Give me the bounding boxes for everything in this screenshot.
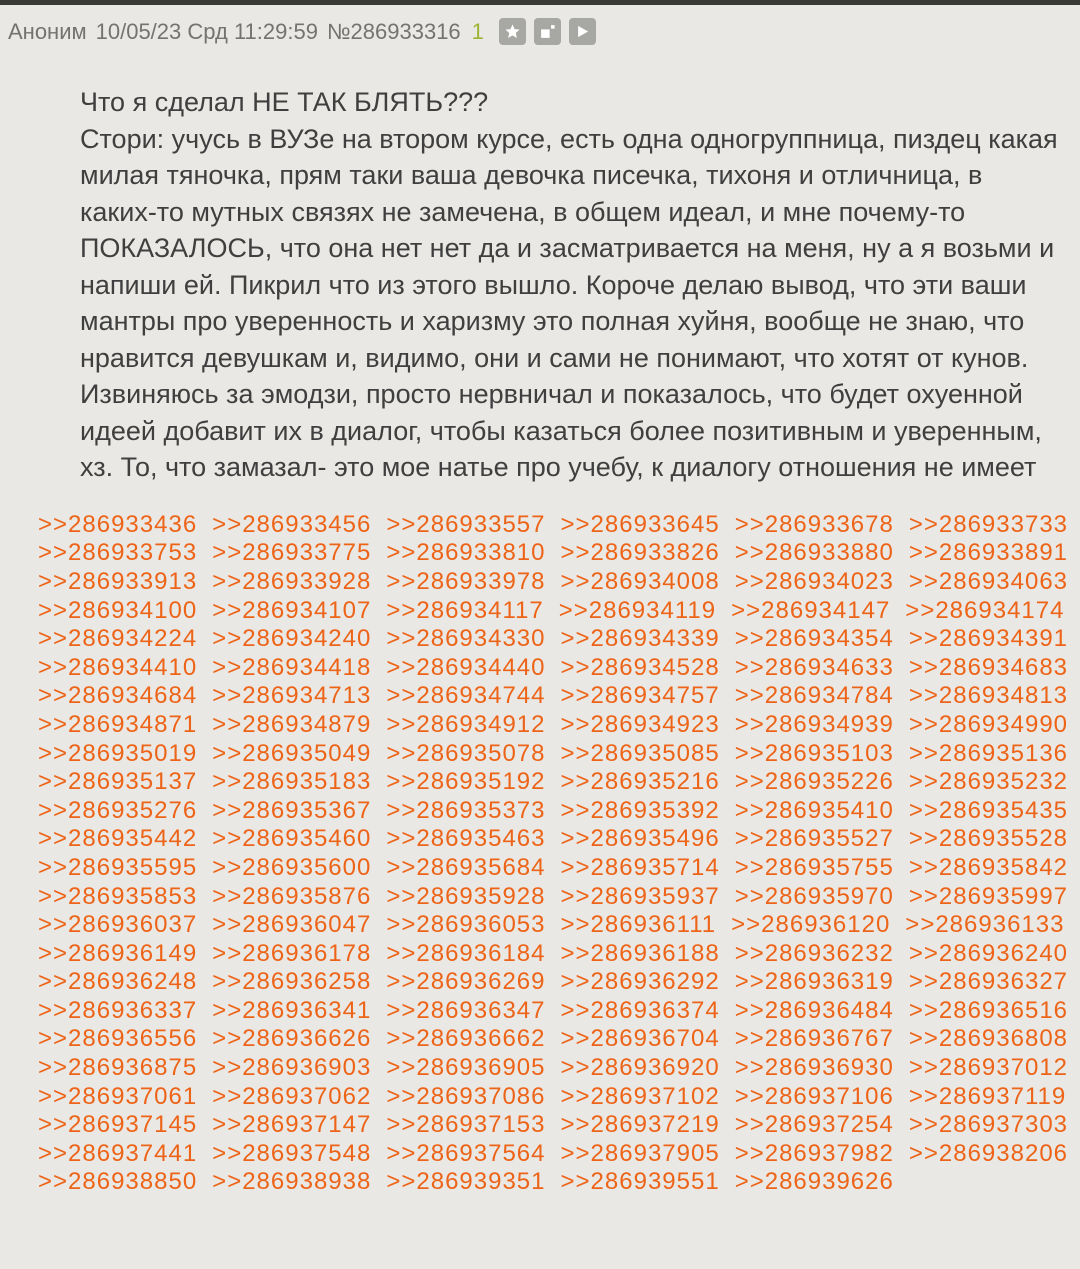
reply-link[interactable]: >>286935842 bbox=[908, 853, 1069, 881]
reply-row bbox=[38, 1140, 1070, 1169]
reply-link[interactable]: >>286933436 bbox=[38, 510, 198, 538]
reply-link[interactable]: >>286935049 bbox=[212, 739, 372, 767]
reply-link[interactable]: >>286936319 bbox=[734, 968, 894, 996]
reply-link[interactable]: >>286937153 bbox=[386, 1111, 546, 1139]
reply-link[interactable]: >>286933826 bbox=[560, 539, 720, 567]
reply-link[interactable]: >>286934939 bbox=[734, 710, 894, 738]
reply-link[interactable]: >>286934354 bbox=[734, 625, 894, 653]
reply-link[interactable]: >>286935460 bbox=[212, 825, 372, 853]
reply-link[interactable]: >>286934063 bbox=[908, 567, 1069, 595]
reply-link[interactable]: >>286937147 bbox=[212, 1111, 372, 1139]
reply-link[interactable]: >>286935183 bbox=[212, 768, 372, 796]
reply-link[interactable]: >>286935392 bbox=[560, 796, 720, 824]
reply-link[interactable]: >>286935137 bbox=[38, 768, 198, 796]
reply-link[interactable]: >>286934440 bbox=[386, 653, 546, 681]
reply-row bbox=[38, 1082, 1070, 1111]
post-header bbox=[0, 5, 1080, 45]
reply-link[interactable]: >>286933810 bbox=[386, 539, 546, 567]
reply-row bbox=[38, 1111, 1070, 1140]
reply-link[interactable]: >>286936258 bbox=[212, 968, 372, 996]
reply-link[interactable]: >>286937254 bbox=[734, 1111, 894, 1139]
reply-row bbox=[38, 568, 1070, 597]
reply-link[interactable]: >>286936053 bbox=[386, 911, 546, 939]
reply-link[interactable]: >>286934147 bbox=[731, 596, 891, 624]
reply-row bbox=[38, 596, 1070, 625]
reply-link[interactable]: >>286936930 bbox=[734, 1054, 894, 1082]
reply-link[interactable]: >>286936484 bbox=[734, 996, 894, 1024]
reply-link[interactable]: >>286939551 bbox=[560, 1168, 720, 1196]
reply-row bbox=[38, 796, 1070, 825]
reply-link[interactable]: >>286934023 bbox=[734, 567, 894, 595]
reply-link[interactable]: >>286937548 bbox=[212, 1139, 372, 1167]
reply-link[interactable]: >>286937982 bbox=[734, 1139, 894, 1167]
reply-link[interactable]: >>286936047 bbox=[212, 911, 372, 939]
reply-link[interactable]: >>286934684 bbox=[38, 682, 198, 710]
reply-link[interactable]: >>286933645 bbox=[560, 510, 720, 538]
reply-link[interactable]: >>286933557 bbox=[386, 510, 546, 538]
collapse-image-icon bbox=[539, 23, 556, 40]
poster-name: Аноним bbox=[8, 18, 87, 44]
reply-row bbox=[38, 968, 1070, 997]
reply-row bbox=[38, 911, 1070, 940]
reply-link[interactable]: >>286934744 bbox=[386, 682, 546, 710]
reply-link[interactable]: >>286934224 bbox=[38, 625, 198, 653]
reply-link[interactable]: >>286933753 bbox=[38, 539, 198, 567]
reply-link[interactable]: >>286937061 bbox=[38, 1082, 198, 1110]
reply-row bbox=[38, 625, 1070, 654]
reply-link[interactable]: >>286933880 bbox=[734, 539, 894, 567]
reply-link[interactable]: >>286935853 bbox=[38, 882, 198, 910]
reply-link[interactable]: >>286936374 bbox=[560, 996, 720, 1024]
reply-link[interactable]: >>286936337 bbox=[38, 996, 198, 1024]
reply-link[interactable]: >>286935527 bbox=[734, 825, 894, 853]
reply-link[interactable]: >>286934757 bbox=[560, 682, 720, 710]
reply-link[interactable]: >>286935085 bbox=[560, 739, 720, 767]
reply-link[interactable]: >>286937119 bbox=[908, 1082, 1067, 1110]
reply-link[interactable]: >>286937012 bbox=[908, 1054, 1069, 1082]
reply-link[interactable]: >>286934117 bbox=[386, 596, 544, 624]
reply-link[interactable]: >>286934528 bbox=[560, 653, 720, 681]
reply-link[interactable]: >>286936704 bbox=[560, 1025, 720, 1053]
reply-link[interactable]: >>286936037 bbox=[38, 911, 198, 939]
reply-link[interactable]: >>286936903 bbox=[212, 1054, 372, 1082]
reply-link[interactable]: >>286935595 bbox=[38, 853, 198, 881]
reply-link[interactable]: >>286937441 bbox=[38, 1139, 198, 1167]
reply-link[interactable]: >>286934633 bbox=[734, 653, 894, 681]
reply-link[interactable]: >>286937102 bbox=[560, 1082, 720, 1110]
play-button[interactable] bbox=[569, 18, 596, 45]
reply-link[interactable]: >>286937106 bbox=[734, 1082, 894, 1110]
reply-row bbox=[38, 825, 1070, 854]
reply-link[interactable]: >>286935078 bbox=[386, 739, 546, 767]
reply-link[interactable]: >>286934107 bbox=[212, 596, 372, 624]
reply-link[interactable]: >>286934174 bbox=[905, 596, 1065, 624]
reply-link[interactable]: >>286935373 bbox=[386, 796, 546, 824]
reply-link[interactable]: >>286935367 bbox=[212, 796, 372, 824]
reply-row bbox=[38, 882, 1070, 911]
reply-link[interactable]: >>286936767 bbox=[734, 1025, 894, 1053]
reply-links bbox=[38, 511, 1070, 1197]
reply-link[interactable]: >>286935410 bbox=[734, 796, 894, 824]
collapse-image-button[interactable] bbox=[534, 18, 561, 45]
reply-link[interactable]: >>286935970 bbox=[734, 882, 894, 910]
reply-link[interactable]: >>286935226 bbox=[734, 768, 894, 796]
reply-row bbox=[38, 1025, 1070, 1054]
reply-link[interactable]: >>286935442 bbox=[38, 825, 198, 853]
reply-link[interactable]: >>286936341 bbox=[212, 996, 372, 1024]
reply-link[interactable]: >>286935600 bbox=[212, 853, 372, 881]
reply-link[interactable]: >>286934330 bbox=[386, 625, 546, 653]
reply-link[interactable]: >>286935684 bbox=[386, 853, 546, 881]
reply-link[interactable]: >>286934683 bbox=[908, 653, 1069, 681]
reply-link[interactable]: >>286936269 bbox=[386, 968, 546, 996]
reply-link[interactable]: >>286936178 bbox=[212, 939, 372, 967]
reply-link[interactable]: >>286935714 bbox=[560, 853, 720, 881]
reply-link[interactable]: >>286938850 bbox=[38, 1168, 198, 1196]
post-body bbox=[80, 84, 1066, 486]
reply-link[interactable]: >>286936111 bbox=[560, 911, 717, 939]
reply-link[interactable]: >>286934990 bbox=[908, 710, 1069, 738]
reply-link[interactable]: >>286936232 bbox=[734, 939, 894, 967]
reply-link[interactable]: >>286934418 bbox=[212, 653, 372, 681]
reply-row bbox=[38, 1168, 1070, 1197]
reply-link[interactable]: >>286933891 bbox=[908, 539, 1069, 567]
reply-link[interactable]: >>286937905 bbox=[560, 1139, 720, 1167]
reply-link[interactable]: >>286934119 bbox=[558, 596, 717, 624]
reply-link[interactable]: >>286934391 bbox=[908, 625, 1069, 653]
reply-link[interactable]: >>286936662 bbox=[386, 1025, 546, 1053]
reply-link[interactable]: >>286935192 bbox=[386, 768, 546, 796]
reply-link[interactable]: >>286934923 bbox=[560, 710, 720, 738]
reply-row bbox=[38, 939, 1070, 968]
reply-link[interactable]: >>286936905 bbox=[386, 1054, 546, 1082]
post-toolbar bbox=[499, 18, 596, 45]
reply-link[interactable]: >>286933733 bbox=[908, 510, 1069, 538]
reply-link[interactable]: >>286936556 bbox=[38, 1025, 198, 1053]
reply-link[interactable]: >>286934871 bbox=[38, 710, 198, 738]
reply-link[interactable]: >>286937145 bbox=[38, 1111, 198, 1139]
post-ordinal: 1 bbox=[471, 18, 484, 44]
reply-link[interactable]: >>286933775 bbox=[212, 539, 372, 567]
reply-link[interactable]: >>286936347 bbox=[386, 996, 546, 1024]
reply-link[interactable]: >>286939626 bbox=[734, 1168, 894, 1196]
reply-link[interactable]: >>286936626 bbox=[212, 1025, 372, 1053]
reply-link[interactable]: >>286936808 bbox=[908, 1025, 1069, 1053]
star-icon bbox=[504, 23, 521, 40]
reply-link[interactable]: >>286937086 bbox=[386, 1082, 546, 1110]
reply-link[interactable]: >>286935928 bbox=[386, 882, 546, 910]
reply-link[interactable]: >>286938206 bbox=[908, 1139, 1069, 1167]
reply-link[interactable]: >>286935496 bbox=[560, 825, 720, 853]
reply-link[interactable]: >>286933913 bbox=[38, 567, 198, 595]
reply-link[interactable]: >>286934713 bbox=[212, 682, 372, 710]
reply-row bbox=[38, 511, 1070, 540]
reply-link[interactable]: >>286935463 bbox=[386, 825, 546, 853]
favorite-button[interactable] bbox=[499, 18, 526, 45]
reply-link[interactable]: >>286936920 bbox=[560, 1054, 720, 1082]
reply-link[interactable]: >>286936133 bbox=[905, 911, 1065, 939]
reply-link[interactable]: >>286933928 bbox=[212, 567, 372, 595]
reply-link[interactable]: >>286935276 bbox=[38, 796, 198, 824]
reply-link[interactable]: >>286934339 bbox=[560, 625, 720, 653]
reply-link[interactable]: >>286933456 bbox=[212, 510, 372, 538]
reply-link[interactable]: >>286938938 bbox=[212, 1168, 372, 1196]
reply-row bbox=[38, 653, 1070, 682]
reply-row bbox=[38, 682, 1070, 711]
reply-link[interactable]: >>286935435 bbox=[908, 796, 1069, 824]
reply-link[interactable]: >>286935019 bbox=[38, 739, 198, 767]
reply-row bbox=[38, 854, 1070, 883]
reply-row bbox=[38, 739, 1070, 768]
post-body-text: Стори: учусь в ВУЗе на втором курсе, есть одна одногруппница, пиздец какая милая тяночка, прям таки ваша девочка писечка, тихоня и отличница, в каких-то мутных связях не замечена, в общем идеал, и мне почему-то ПОКАЗАЛОСЬ, что она нет нет да и засматривается на меня, ну а я возьми и напиши ей. Пикрил что из этого вышло. Короче делаю вывод, что эти ваши мантры про уверенность и харизму это полная хуйня, вообще не знаю, что нравится девушкам и, видимо, они и сами не понимают, что хотят от кунов. Извиняюсь за эмодзи, просто нервничал и показалось, что будет охуенной идеей добавит их в диалог, чтобы казаться более позитивным и уверенным, хз. То, что замазал- это мое натье про учебу, к диалогу отношения не имеет bbox=[80, 123, 1058, 482]
reply-link[interactable]: >>286936188 bbox=[560, 939, 720, 967]
reply-link[interactable]: >>286939351 bbox=[386, 1168, 546, 1196]
reply-link[interactable]: >>286936120 bbox=[731, 911, 891, 939]
reply-link[interactable]: >>286937062 bbox=[212, 1082, 372, 1110]
reply-row bbox=[38, 711, 1070, 740]
reply-link[interactable]: >>286933678 bbox=[734, 510, 894, 538]
reply-link[interactable]: >>286934240 bbox=[212, 625, 372, 653]
post-body-line: Что я сделал НЕ ТАК БЛЯТЬ??? bbox=[80, 87, 489, 117]
reply-link[interactable]: >>286935876 bbox=[212, 882, 372, 910]
reply-link[interactable]: >>286936248 bbox=[38, 968, 198, 996]
reply-row bbox=[38, 1054, 1070, 1083]
reply-link[interactable]: >>286934410 bbox=[38, 653, 198, 681]
reply-link[interactable]: >>286936327 bbox=[908, 968, 1069, 996]
reply-link[interactable]: >>286936149 bbox=[38, 939, 198, 967]
play-icon bbox=[575, 24, 590, 39]
reply-link[interactable]: >>286935755 bbox=[734, 853, 894, 881]
reply-link[interactable]: >>286936184 bbox=[386, 939, 546, 967]
reply-link[interactable]: >>286934008 bbox=[560, 567, 720, 595]
reply-link[interactable]: >>286934813 bbox=[908, 682, 1069, 710]
reply-link[interactable]: >>286936516 bbox=[908, 996, 1069, 1024]
reply-row bbox=[38, 539, 1070, 568]
reply-link[interactable]: >>286934879 bbox=[212, 710, 372, 738]
reply-link[interactable]: >>286936292 bbox=[560, 968, 720, 996]
reply-link[interactable]: >>286936875 bbox=[38, 1054, 198, 1082]
post-number[interactable]: №286933316 bbox=[326, 18, 461, 44]
reply-link[interactable]: >>286934912 bbox=[386, 710, 546, 738]
reply-link[interactable]: >>286935997 bbox=[908, 882, 1069, 910]
reply-link[interactable]: >>286935232 bbox=[908, 768, 1069, 796]
reply-link[interactable]: >>286935528 bbox=[908, 825, 1069, 853]
reply-link[interactable]: >>286937219 bbox=[560, 1111, 720, 1139]
reply-link[interactable]: >>286934100 bbox=[38, 596, 198, 624]
reply-link[interactable]: >>286937564 bbox=[386, 1139, 546, 1167]
reply-row bbox=[38, 768, 1070, 797]
post-datetime: 10/05/23 Срд 11:29:59 bbox=[95, 18, 318, 44]
reply-link[interactable]: >>286935136 bbox=[908, 739, 1069, 767]
reply-link[interactable]: >>286936240 bbox=[908, 939, 1069, 967]
reply-link[interactable]: >>286934784 bbox=[734, 682, 894, 710]
reply-row bbox=[38, 997, 1070, 1026]
reply-link[interactable]: >>286935937 bbox=[560, 882, 720, 910]
reply-link[interactable]: >>286935216 bbox=[560, 768, 720, 796]
reply-link[interactable]: >>286933978 bbox=[386, 567, 546, 595]
reply-link[interactable]: >>286935103 bbox=[734, 739, 894, 767]
reply-link[interactable]: >>286937303 bbox=[908, 1111, 1069, 1139]
